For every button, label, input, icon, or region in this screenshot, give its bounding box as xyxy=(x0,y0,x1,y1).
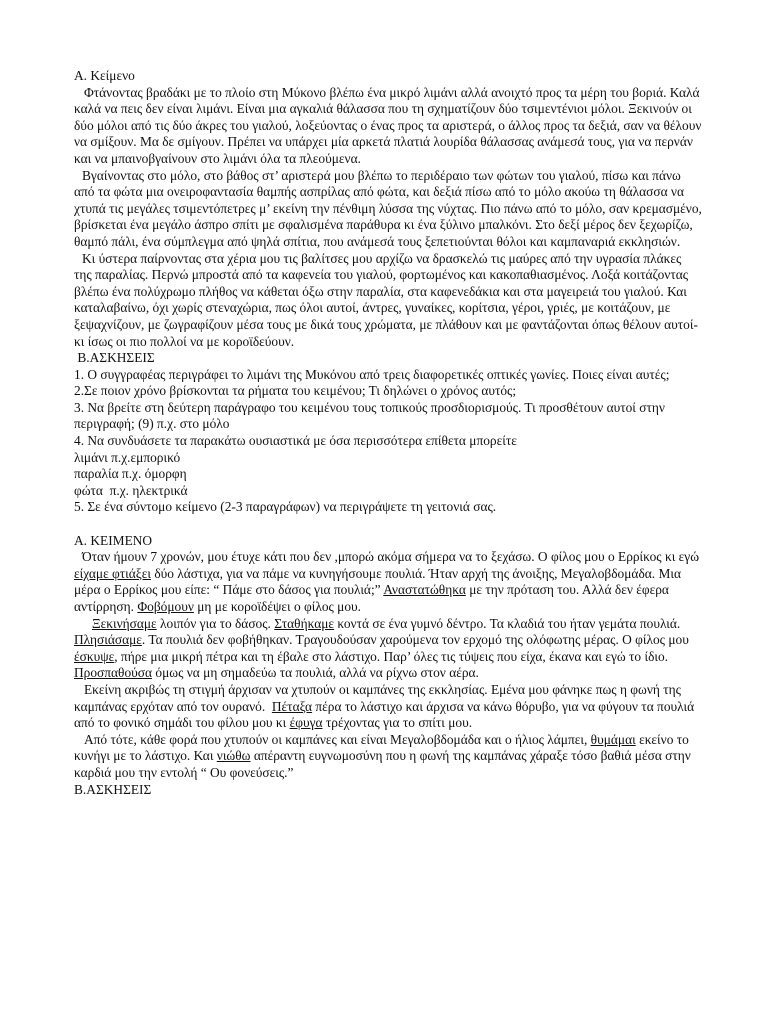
exercise-4: 4. Να συνδυάσετε τα παρακάτω ουσιαστικά με όσα περισσότερα επίθετα μπορείτε xyxy=(74,433,517,449)
underlined-verb: νιώθω xyxy=(216,748,251,764)
paragraph-2: Βγαίνοντας στο μόλο, στο βάθος στ’ αριστερά μου βλέπω το περιδέραιο των φώτων του γιαλού, πίσω και πάνω από τα φώτα μια ονειροφαντασία θαμπής ασπρίλας από φώτα, και δεξιά πίσω από το μόλο ακούω τη θάλασσα να χτυπά τις μεγάλες τσιμεντόπετρες μ’ εκείνη την πένθιμη λύσσα της νύχτας. Πιο πάνω από το μόλο, σαν κρεμασμένο, βρίσκεται ένα μεγάλο άσπρο σπίτι με σφαλισμένα παράθυρα κι ένα ξύλινο μπαλκόνι. Στο δεξί μέρος δεν ξεχωρίζω, θαμπό πάλι, ένα σύμπλεγμα από ψηλά σπίτια, που ανάμεσά τους ξεπετιούνται θόλοι και καμπαναριά εκκλησιών. xyxy=(74,167,702,249)
story-paragraph-2 xyxy=(74,616,702,682)
story-text: δύο λάστιχα, για να πάμε να κυνηγήσουμε πουλιά. Ήταν αρχή της άνοιξης, Μεγαλοβδομάδα. Μια μέρα ο Ερρίκος μου είπε: “ Πάμε στο δάσος για πουλιά;” xyxy=(74,565,681,598)
exercise-1: 1. Ο συγγραφέας περιγράφει το λιμάνι της Μυκόνου από τρεις διαφορετικές οπτικές γωνίες. Ποιες είναι αυτές; xyxy=(74,366,670,382)
underlined-verb: Πλησιάσαμε xyxy=(74,632,142,648)
story-paragraph-4 xyxy=(74,732,702,782)
story-text: τρέχοντας για το σπίτι μου. xyxy=(322,715,473,731)
underlined-verb: Πέταξα xyxy=(271,698,313,714)
story-text: Από τότε, κάθε φορά που χτυπούν οι καμπάνες και είναι Μεγαλοβδομάδα και ο ήλιος λάμπει, xyxy=(84,731,591,747)
story-text: , πήρε μια μικρή πέτρα και τη έβαλε στο λάστιχο. Παρ’ όλες τις τύψεις που είχα, έκανα και εγώ το ίδιο. xyxy=(114,648,669,664)
underlined-verb: Σταθήκαμε xyxy=(274,615,335,631)
exercise-3: 3. Να βρείτε στη δεύτερη παράγραφο του κειμένου τους τοπικούς προσδιορισμούς. Τι προσθέτουν αυτοί στην περιγραφή; (9) π.χ. στο μόλο xyxy=(74,399,665,432)
underlined-verb: Προσπαθούσα xyxy=(74,665,153,681)
story-text: εκείνο το κυνήγι με το λάστιχο. Και xyxy=(74,731,689,764)
story-text: λοιπόν για το δάσος. xyxy=(156,615,275,631)
underlined-verb: Αναστατώθηκα xyxy=(383,582,466,598)
story-text: όμως να μη σημαδεύω τα πουλιά, αλλά να ρίχνω στον αέρα. xyxy=(152,665,479,681)
underlined-verb: θυμάμαι xyxy=(590,731,636,747)
paragraph-3: Κι ύστερα παίρνοντας στα χέρια μου τις βαλίτσες μου αρχίζω να δρασκελώ τις μαύρες από την υγρασία πλάκες της παραλίας. Περνώ μπροστά από τα καφενεία του γιαλού, φορτωμένος και κακοπαθιασμένος. Λοξά κοιτάζοντας βλέπω ένα πολύχρωμο πλήθος να κάθεται όξω στην παραλία, στα καφενεδάκια και στα μαγειρειά του γιαλού. Και καταλαβαίνω, όχι χωρίς στεναχώρια, πως όλοι αυτοί, άντρες, γυναίκες, κορίτσια, γέροι, γριές, με κοιτάζουν, με ξεψαχνίζουν, με ζωγραφίζουν μέσα τους με δικά τους χρώματα, με πλάθουν και με φαντάζονται όπως θέλουν αυτοί- κι ίσως οι πιο πολλοί να με κοροϊδεύουν. xyxy=(74,250,698,349)
section-heading-exercises: B.ΑΣΚΗΣΕΙΣ xyxy=(74,350,155,366)
underlined-verb: έφυγα xyxy=(289,715,323,731)
exercise-4-example-2: παραλία π.χ. όμορφη xyxy=(74,466,187,482)
underlined-verb: έσκυψε xyxy=(74,648,115,664)
story-text: πέρα το λάστιχο και άρχισα να κάνω θόρυβο, για να φύγουν τα πουλιά από το φονικό σημάδι του φίλου μου κι xyxy=(74,698,695,731)
story-text: . Τα πουλιά δεν φοβήθηκαν. Τραγουδούσαν χαρούμενα τον ερχομό της ολόφωτης μέρας. Ο φίλος μου xyxy=(141,632,689,648)
story-text: απέραντη ευγνωμοσύνη που η φωνή της καμπάνας χάραξε τόσο βαθιά μέσα στην καρδιά μου την εντολή “ Ου φονεύσεις.” xyxy=(74,748,691,780)
section-heading-text-2: A. ΚΕΙΜΕΝΟ xyxy=(74,532,153,548)
story-text: με την πρόταση του. Αλλά δεν έφερα αντίρρηση. xyxy=(74,582,669,614)
story-text: Όταν ήμουν 7 χρονών, μου έτυχε κάτι που δεν ,μπορώ ακόμα σήμερα να το ξεχάσω. Ο φίλος μου ο Ερρίκος κι εγώ xyxy=(82,549,700,565)
exercise-5: 5. Σε ένα σύντομο κείμενο (2-3 παραγράφων) να περιγράψετε τη γειτονιά σας. xyxy=(74,499,497,515)
paragraph-1: Φτάνοντας βραδάκι με το πλοίο στη Μύκονο βλέπω ένα μικρό λιμάνι αλλά ανοιχτό προς τα μέρη του βοριά. Καλά καλά να πεις δεν είναι λιμάνι. Είναι μια αγκαλιά θάλασσα που τη σχηματίζουν δύο τσιμεντένιοι μόλοι. Ξεκινούν οι δύο μόλοι από τις δύο άκρες του γιαλού, λοξεύοντας ο ένας προς τα αριστερά, ο άλλος προς τα δεξιά, σαν να θέλουν να σμίξουν. Μα δε σμίγουν. Πρέπει να υπάρχει μία αρκετά πλατιά λουρίδα θάλασσας ανάμεσά τους, για να περνάν και να μπαινοβγαίνουν στο λιμάνι όλα τα πλεούμενα. xyxy=(74,84,702,166)
section-spacer xyxy=(74,516,702,533)
story-text: Εκείνη ακριβώς τη στιγμή άρχισαν να χτυπούν οι καμπάνες της εκκλησίας. Εμένα μου φάνηκε πως η φωνή της καμπάνας ερχόταν από τον ουρανό. xyxy=(74,681,685,714)
underlined-verb: Ξεκινήσαμε xyxy=(92,615,157,631)
story-text: μη με κοροϊδέψει ο φίλος μου. xyxy=(193,599,362,614)
exercise-4-example-3: φώτα π.χ. ηλεκτρικά xyxy=(74,482,188,498)
exercise-4-example-1: λιμάνι π.χ.εμπορικό xyxy=(74,449,181,465)
underlined-verb: Φοβόμουν xyxy=(137,599,194,614)
section-heading-text: A. Κείμενο xyxy=(74,68,135,83)
story-text: κοντά σε ένα γυμνό δέντρο. Τα κλαδιά του ήταν γεμάτα πουλιά. xyxy=(334,615,681,631)
underlined-verb: είχαμε φτιάξει xyxy=(74,565,151,581)
section-heading-exercises-2: B.ΑΣΚΗΣΕΙΣ xyxy=(74,781,152,797)
exercise-2: 2.Σε ποιον χρόνο βρίσκονται τα ρήματα του κειμένου; Τι δηλώνει ο χρόνος αυτός; xyxy=(74,383,517,399)
story-paragraph-1 xyxy=(74,549,702,615)
story-paragraph-3 xyxy=(74,682,702,732)
